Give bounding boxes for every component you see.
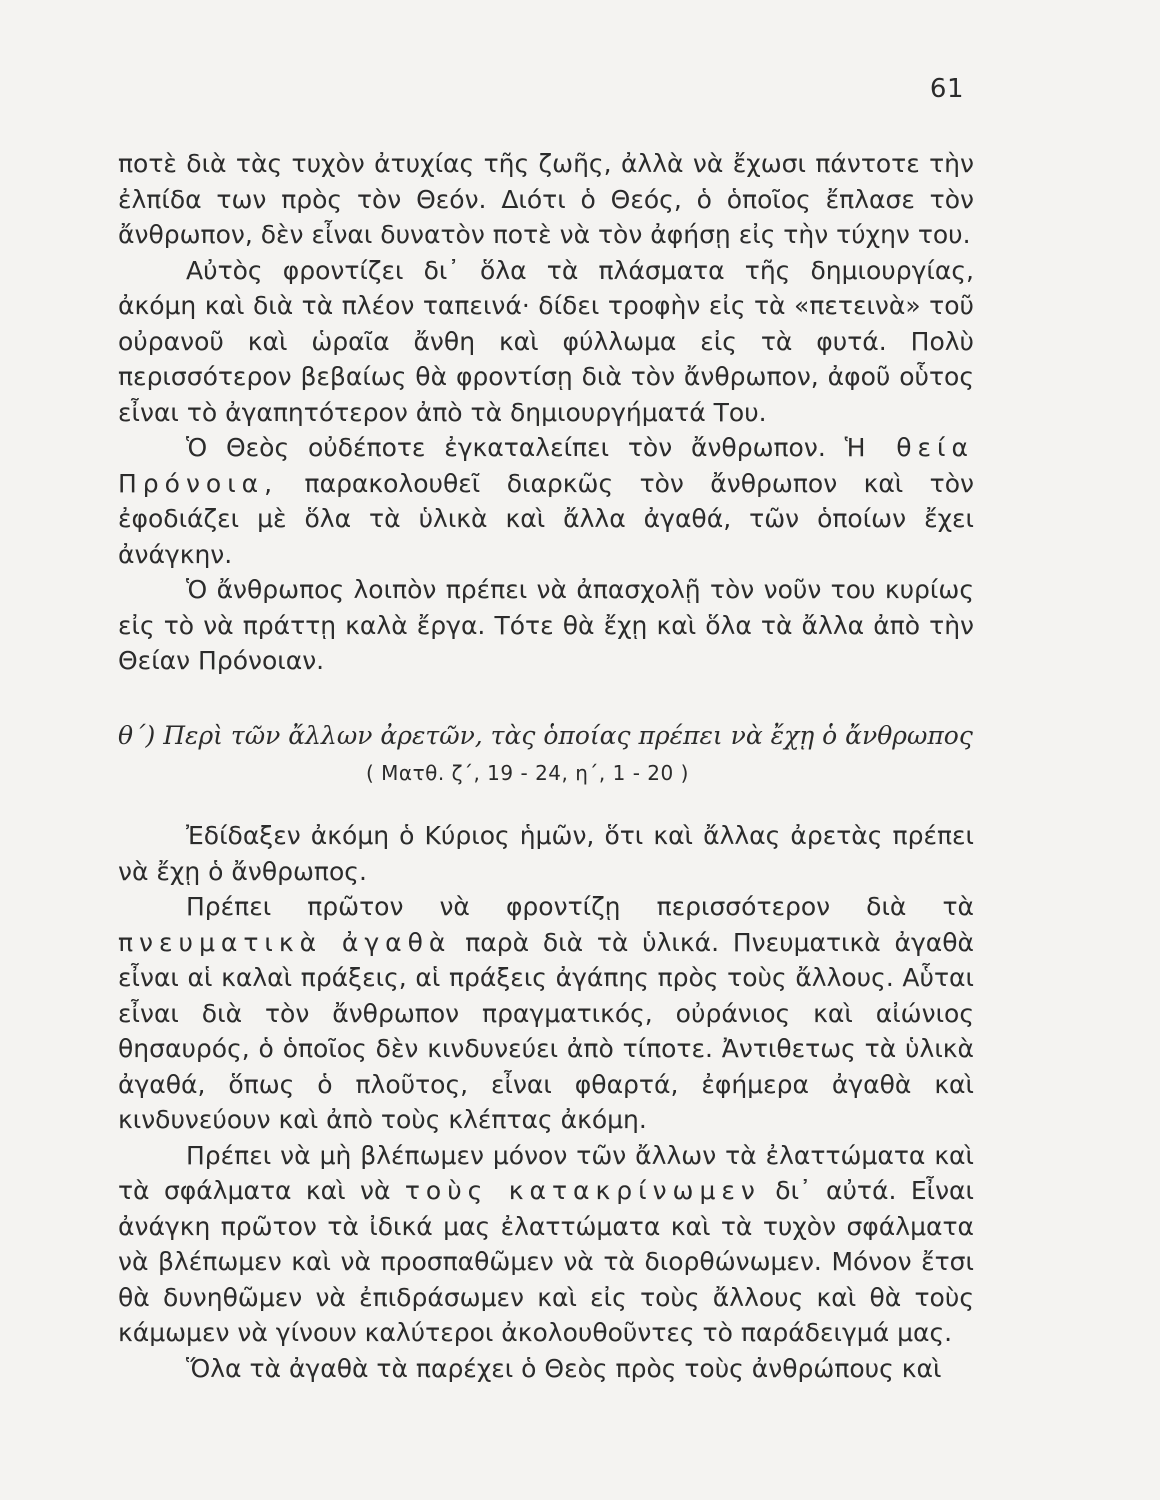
page-number: 61 [929, 74, 964, 104]
paragraph: Ἐδίδαξεν ἀκόμη ὁ Κύριος ἡμῶν, ὅτι καὶ ἄλλας ἀρετὰς πρέπει νὰ ἔχῃ ὁ ἄνθρωπος. [118, 821, 974, 886]
paragraph-text: Πρέπει πρῶτον νὰ φροντίζῃ περισσότερον διὰ τὰ [186, 892, 974, 921]
paragraph-text: παρὰ διὰ τὰ ὑλικά. Πνευματικὰ ἀγαθὰ εἶναι αἱ καλαὶ πράξεις, αἱ πράξεις ἀγάπης πρὸς τοὺς ἄλλους. Αὗται εἶναι διὰ τὸν ἄνθρωπον πραγματικός, οὐράνιος καὶ αἰώνιος θησαυρός, ὁ ὁποῖος δὲν κινδυνεύει ἀπὸ τίποτε. Ἀντιθετως τὰ ὑλικὰ ἀγαθά, ὅπως ὁ πλοῦτος, εἶναι φθαρτά, ἐφήμερα ἀγαθὰ καὶ κινδυνεύουν καὶ ἀπὸ τοὺς κλέπτας ἀκόμη. [118, 927, 974, 1134]
text-block-top [118, 146, 974, 679]
section-header [118, 718, 974, 791]
emphasized-text: Ἡ θεία Πρόνοια, [118, 433, 974, 498]
emphasized-text: τοὺς κατακρίνωμεν [404, 1176, 761, 1205]
emphasized-text: πνευματικὰ ἀγαθὰ [118, 927, 452, 957]
paragraph: Ὁ ἄνθρωπος λοιπὸν πρέπει νὰ ἀπασχολῇ τὸν νοῦν του κυρίως εἰς τὸ νὰ πράττῃ καλὰ ἔργα. Τότε θὰ ἔχῃ καὶ ὅλα τὰ ἄλλα ἀπὸ τὴν Θείαν Πρόνοιαν. [118, 575, 974, 675]
paragraph: ποτὲ διὰ τὰς τυχὸν ἀτυχίας τῆς ζωῆς, ἀλλὰ νὰ ἔχωσι πάντοτε τὴν ἐλπίδα των πρὸς τὸν Θεόν. Διότι ὁ Θεός, ὁ ὁποῖος ἔπλασε τὸν ἄνθρωπον, δὲν εἶναι δυνατὸν ποτὲ νὰ τὸν ἀφήσῃ εἰς τὴν τύχην του. [118, 149, 974, 249]
scripture-reference: ( Ματθ. ζ΄, 19 - 24, η΄, 1 - 20 ) [366, 760, 689, 785]
paragraph: Αὐτὸς φροντίζει δι᾿ ὅλα τὰ πλάσματα τῆς δημιουργίας, ἀκόμη καὶ διὰ τὰ πλέον ταπεινά· δίδει τροφὴν εἰς τὰ «πετεινὰ» τοῦ οὐρανοῦ καὶ ὡραῖα ἄνθη καὶ φύλλωμα εἰς τὰ φυτά. Πολὺ περισσότερον βεβαίως θὰ φροντίσῃ διὰ τὸν ἄνθρωπον, ἀφοῦ οὗτος εἶναι τὸ ἀγαπητότερον ἀπὸ τὰ δημιουργήματά Του. [118, 255, 974, 427]
paragraph [118, 1138, 974, 1351]
paragraph [118, 430, 974, 572]
paragraph: Ὅλα τὰ ἀγαθὰ τὰ παρέχει ὁ Θεὸς πρὸς τοὺς ἀνθρώπους καὶ [186, 1353, 942, 1383]
paragraph-text: παρακολουθεῖ διαρκῶς τὸν ἄνθρωπον καὶ τὸν ἐφοδιάζει μὲ ὅλα τὰ ὑλικὰ καὶ ἄλλα ἀγαθά, τῶν ὁποίων ἔχει ἀνάγκην. [118, 468, 974, 569]
paragraph-text: Ὁ Θεὸς οὐδέποτε ἐγκαταλείπει τὸν ἄνθρωπον. [186, 433, 845, 462]
paragraph-text: Πρέπει νὰ μὴ βλέπωμεν μόνον τῶν ἄλλων τὰ ἐλαττώματα καὶ τὰ σφάλματα καὶ νὰ [118, 1140, 974, 1205]
paragraph [118, 889, 974, 1138]
section-heading: θ΄) Περὶ τῶν ἄλλων ἀρετῶν, τὰς ὁποίας πρέπει νὰ ἔχῃ ὁ ἄνθρωπος [118, 721, 973, 750]
paragraph-text: δι᾿ αὐτά. Εἶναι ἀνάγκη πρῶτον τὰ ἰδικά μας ἐλαττώματα καὶ τὰ τυχὸν σφάλματα νὰ βλέπωμεν καὶ νὰ προσπαθῶμεν νὰ τὰ διορθώνωμεν. Μόνον ἔτσι θὰ δυνηθῶμεν νὰ ἐπιδράσωμεν καὶ εἰς τοὺς ἄλλους καὶ θὰ τοὺς κάμωμεν νὰ γίνουν καλύτεροι ἀκολουθοῦντες τὸ παράδειγμά μας. [118, 1176, 974, 1347]
text-block-bottom [118, 818, 974, 1386]
